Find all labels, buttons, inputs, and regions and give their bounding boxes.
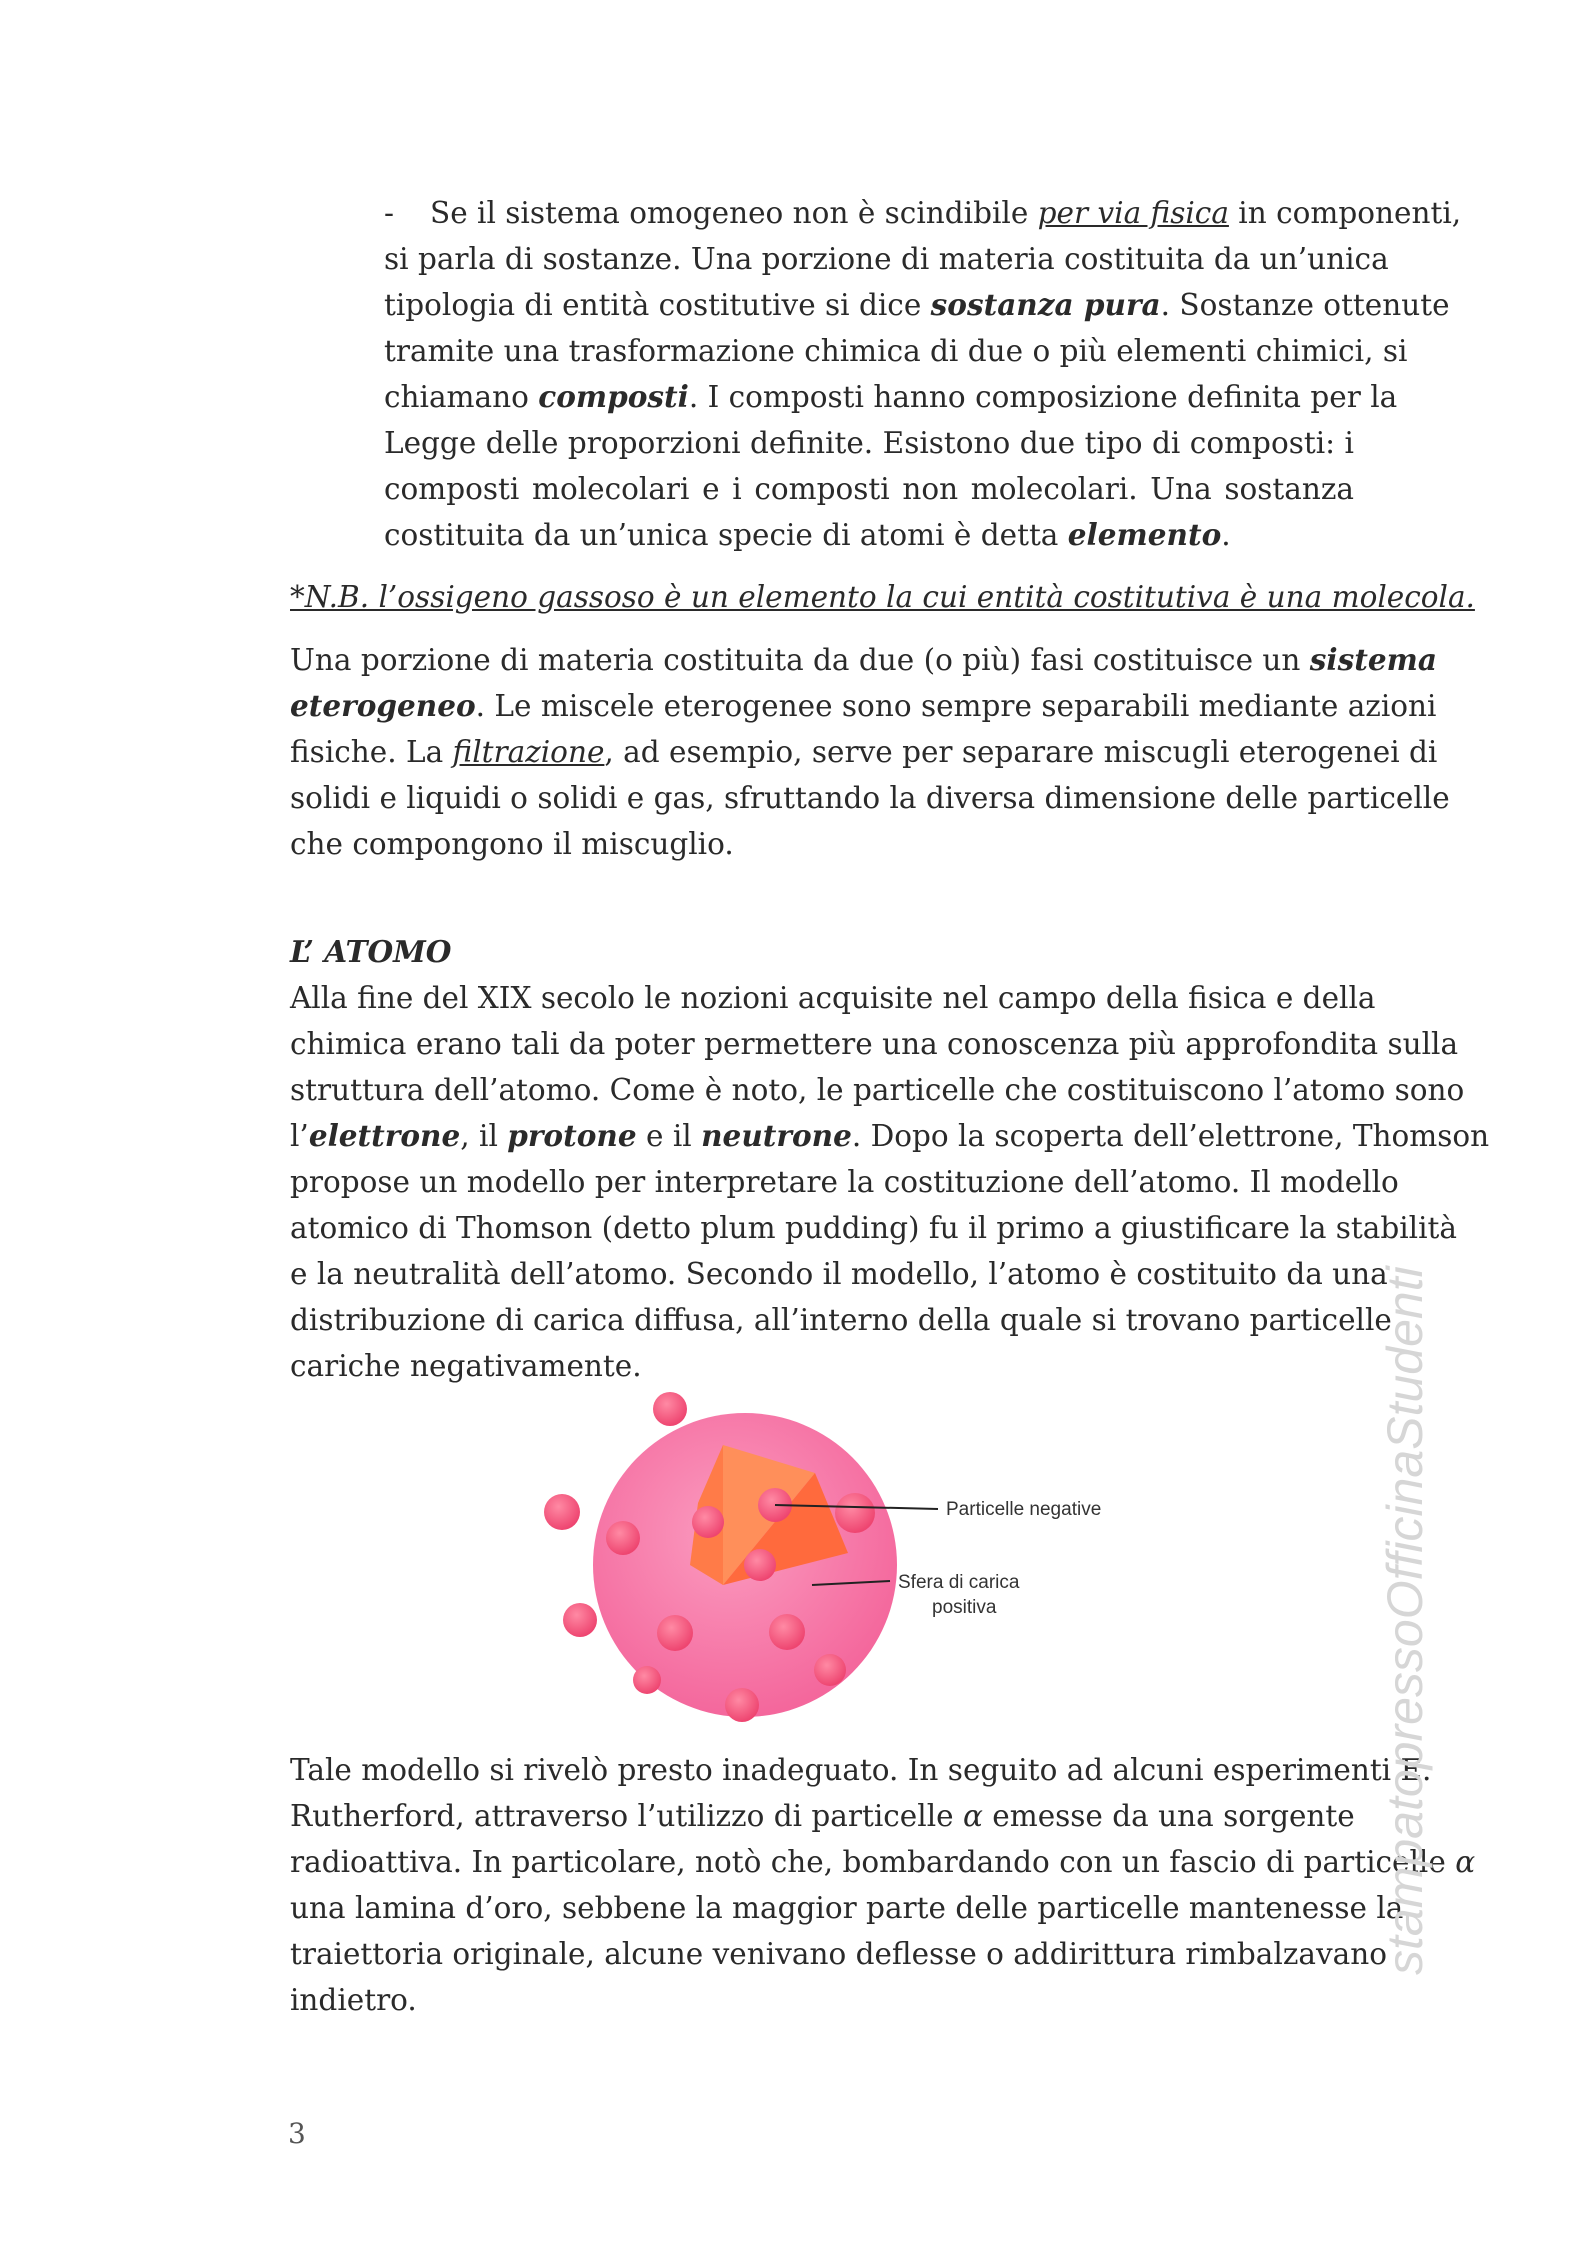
text-line: radioattiva. In particolare, notò che, bombardando con un fascio di particelle α	[290, 1845, 1476, 1879]
text-line: cariche negativamente.	[290, 1349, 642, 1383]
text-line: struttura dell’atomo. Come è noto, le particelle che costituiscono l’atomo sono	[290, 1073, 1465, 1107]
particle	[692, 1506, 724, 1538]
text-line: atomico di Thomson (detto plum pudding) fu il primo a giustificare la stabilità	[290, 1211, 1457, 1245]
term-neutrone: neutrone	[701, 1118, 852, 1153]
text-line: distribuzione di carica diffusa, all’interno della quale si trovano particelle	[290, 1303, 1392, 1337]
emphasis-per-via-fisica: per via fisica	[1037, 196, 1229, 230]
section-heading: L’ ATOMO	[290, 934, 452, 969]
thomson-model-figure	[530, 1385, 1130, 1725]
text-line: composti molecolari e i composti non molecolari. Una sostanza	[384, 472, 1354, 506]
alpha-symbol: α	[962, 1799, 983, 1833]
page-number: 3	[288, 2117, 306, 2150]
text-line: si parla di sostanze. Una porzione di materia costituita da un’unica	[384, 242, 1389, 276]
term-sistema: sistema	[1309, 642, 1437, 677]
term-sostanza-pura: sostanza pura	[930, 287, 1161, 322]
term-composti: composti	[538, 379, 689, 414]
label-negative-particles: Particelle negative	[946, 1499, 1102, 1520]
particle	[814, 1654, 846, 1686]
label-positive-sphere-line2: positiva	[932, 1597, 997, 1618]
text-line: - Se il sistema omogeneo non è scindibile per via fisica in componenti,	[384, 190, 1354, 236]
text-line: indietro.	[290, 1983, 417, 2017]
particle	[657, 1615, 693, 1651]
particle	[835, 1493, 875, 1533]
term-protone: protone	[507, 1118, 637, 1153]
text-line: chiamano composti. I composti hanno composizione definita per la	[384, 379, 1398, 414]
text-line: Legge delle proporzioni definite. Esistono due tipo di composti: i	[384, 426, 1354, 460]
text-line: costituita da un’unica specie di atomi è detta elemento.	[384, 517, 1231, 552]
emphasis-filtrazione: filtrazione	[452, 735, 605, 769]
text-line: propose un modello per interpretare la costituzione dell’atomo. Il modello	[290, 1165, 1399, 1199]
term-eterogeneo: eterogeneo	[290, 688, 476, 723]
particle	[725, 1688, 759, 1722]
text-line: chimica erano tali da poter permettere una conoscenza più approfondita sulla	[290, 1027, 1459, 1061]
particle	[744, 1549, 776, 1581]
text-line: tramite una trasformazione chimica di due o più elementi chimici, si	[384, 334, 1408, 368]
label-positive-sphere-line1: Sfera di carica	[898, 1572, 1020, 1593]
alpha-symbol: α	[1455, 1845, 1476, 1879]
watermark: stampatopressoOfficinaStudenti	[1377, 1266, 1433, 1975]
text-line: che compongono il miscuglio.	[290, 827, 734, 861]
rutherford-paragraph	[290, 1747, 1476, 2023]
text-line: Una porzione di materia costituita da due (o più) fasi costituisce un sistema	[290, 642, 1437, 677]
text-line: una lamina d’oro, sebbene la maggior parte delle particelle mantenesse la	[290, 1891, 1404, 1925]
text-line: e la neutralità dell’atomo. Secondo il modello, l’atomo è costituito da una	[290, 1257, 1388, 1291]
text-line: Rutherford, attraverso l’utilizzo di particelle α emesse da una sorgente	[290, 1799, 1355, 1833]
particle	[633, 1666, 661, 1694]
nb-note: *N.B. l’ossigeno gassoso è un elemento la cui entità costitutiva è una molecola.	[290, 580, 1475, 614]
term-elemento: elemento	[1067, 517, 1222, 552]
text-line: Tale modello si rivelò presto inadeguato. In seguito ad alcuni esperimenti E.	[290, 1753, 1432, 1787]
text-line: fisiche. La filtrazione, ad esempio, serve per separare miscugli eterogenei di	[290, 735, 1438, 769]
particle	[606, 1521, 640, 1555]
text-line: solidi e liquidi o solidi e gas, sfruttando la diversa dimensione delle particelle	[290, 781, 1450, 815]
particle	[563, 1603, 597, 1637]
atom-paragraph	[290, 975, 1490, 1389]
particle	[653, 1392, 687, 1426]
text-line: traiettoria originale, alcune venivano deflesse o addirittura rimbalzavano	[290, 1937, 1387, 1971]
text-line: l’elettrone, il protone e il neutrone. Dopo la scoperta dell’elettrone, Thomson	[290, 1118, 1490, 1153]
particle	[769, 1614, 805, 1650]
substances-paragraph	[384, 190, 1462, 558]
particle	[544, 1494, 580, 1530]
list-dash: -	[384, 196, 394, 230]
heterogeneous-paragraph	[290, 637, 1450, 867]
text-line: eterogeneo. Le miscele eterogenee sono sempre separabili mediante azioni	[290, 688, 1437, 723]
term-elettrone: elettrone	[308, 1118, 461, 1153]
text-line: Alla fine del XIX secolo le nozioni acquisite nel campo della fisica e della	[290, 981, 1376, 1015]
text-line: tipologia di entità costitutive si dice sostanza pura. Sostanze ottenute	[384, 287, 1450, 322]
